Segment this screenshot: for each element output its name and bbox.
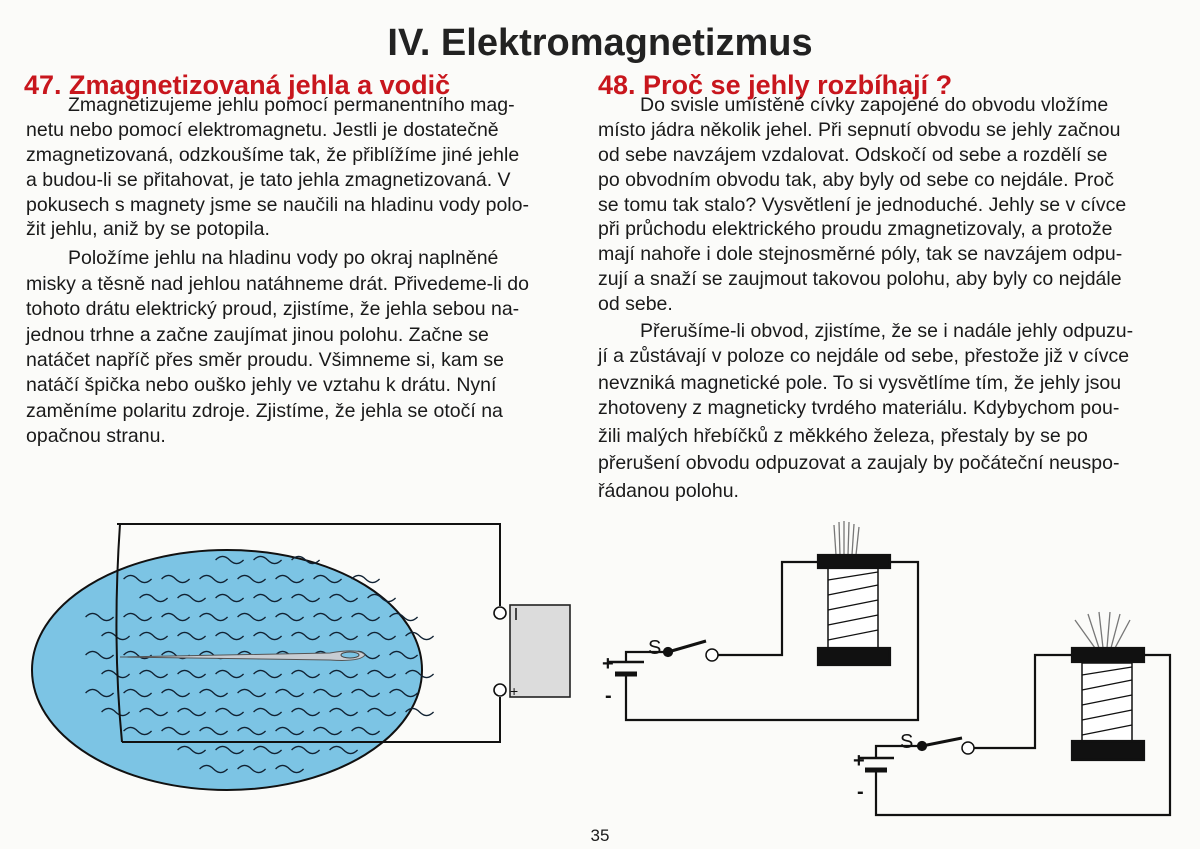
- text-line: po obvodním obvodu tak, aby byly od sebe co nejdále. Proč: [598, 169, 1114, 191]
- plus-label: +: [510, 683, 519, 699]
- text-line: Do svisle umístěné cívky zapojené do obvodu vložíme: [640, 94, 1109, 116]
- terminal-plus: [494, 684, 506, 696]
- switch-label: S: [648, 637, 662, 659]
- text-line: nevzniká magnetické pole. To si vysvětlíme tím, že jehly jsou: [598, 372, 1122, 394]
- text-line: zaměníme polaritu zdroje. Zjistíme, že jehla se otočí na: [26, 400, 503, 422]
- text-line: netu nebo pomocí elektromagnetu. Jestli je dostatečně: [26, 119, 499, 141]
- text-line: zmagnetizovaná, odzkoušíme tak, že přiblížíme jiné jehle: [26, 144, 520, 166]
- text-line: od sebe navzájem vzdalovat. Odskočí od sebe a rozdělí se: [598, 144, 1108, 166]
- text-line: Zmagnetizujeme jehlu pomocí permanentního mag-: [68, 94, 515, 116]
- text-line: mají nahoře i dole stejnosměrné póly, tak se navzájem odpu-: [598, 243, 1123, 265]
- water-bowl: [32, 550, 422, 790]
- text-line: zhotoveny z magneticky tvrdého materiálu. Kdybychom pou-: [598, 397, 1120, 419]
- page-title: IV. Elektromagnetizmus: [387, 22, 813, 64]
- text-line: od sebe.: [598, 293, 673, 315]
- section-47-heading: 47. Zmagnetizovaná jehla a vodič: [24, 70, 451, 100]
- text-line: přerušení obvodu odpuzovat a zaujaly by počáteční neuspo-: [598, 452, 1120, 474]
- text-line: natáčet napříč přes směr proudu. Všimneme si, kam se: [26, 349, 504, 371]
- text-line: řádanou polohu.: [598, 480, 739, 502]
- needle-on-water-diagram: [32, 524, 570, 790]
- minus-label: -: [857, 781, 864, 803]
- text-line: pokusech s magnety jsme se naučili na hladinu vody polo-: [26, 194, 529, 216]
- switch-label: S: [900, 731, 914, 753]
- battery: [510, 605, 570, 697]
- text-line: Přerušíme-li obvod, zjistíme, že se i nadále jehly odpuzu-: [640, 320, 1134, 342]
- section-48-heading: 48. Proč se jehly rozbíhají ?: [598, 70, 953, 100]
- text-line: opačnou stranu.: [26, 425, 166, 447]
- spread-needles: [1075, 612, 1130, 648]
- text-line: tohoto drátu elektrický proud, zjistíme, že jehla sebou na-: [26, 298, 520, 320]
- text-line: natáčí špička nebo ouško jehly ve vztahu k drátu. Nyní: [26, 374, 497, 396]
- text-line: Položíme jehlu na hladinu vody po okraj naplněné: [68, 247, 499, 269]
- text-line: misky a těsně nad jehlou natáhneme drát. Přivedeme-li do: [26, 273, 529, 295]
- minus-label: -: [605, 685, 612, 707]
- needles: [834, 521, 859, 555]
- text-line: místo jádra několik jehel. Při sepnutí obvodu se jehly začnou: [598, 119, 1121, 141]
- text-line: se tomu tak stalo? Vysvětlení je jednoduché. Jehly se v cívce: [598, 194, 1127, 216]
- plus-label: +: [602, 653, 614, 675]
- page-number: 35: [590, 826, 610, 845]
- text-line: jednou trhne a začne zaujímat jinou polohu. Začne se: [26, 324, 489, 346]
- terminal-minus: [494, 607, 506, 619]
- plus-label: +: [853, 750, 865, 772]
- text-line: a budou-li se přitahovat, je tato jehla zmagnetizovaná. V: [26, 169, 511, 191]
- text-line: jí a zůstávají v poloze co nejdále od sebe, přestože již v cívce: [598, 345, 1130, 367]
- text-line: zují a snaží se zaujmout takovou polohu, aby byly co nejdále: [598, 268, 1122, 290]
- text-line: žit jehlu, aniž by se potopila.: [26, 218, 270, 240]
- coil-circuit-2: [853, 612, 1170, 815]
- text-line: žili malých hřebíčků z měkkého železa, přestaly by se po: [598, 425, 1088, 447]
- text-line: při průchodu elektrického proudu zmagnetizovaly, a protože: [598, 218, 1113, 240]
- coil-circuit-1: [602, 521, 918, 720]
